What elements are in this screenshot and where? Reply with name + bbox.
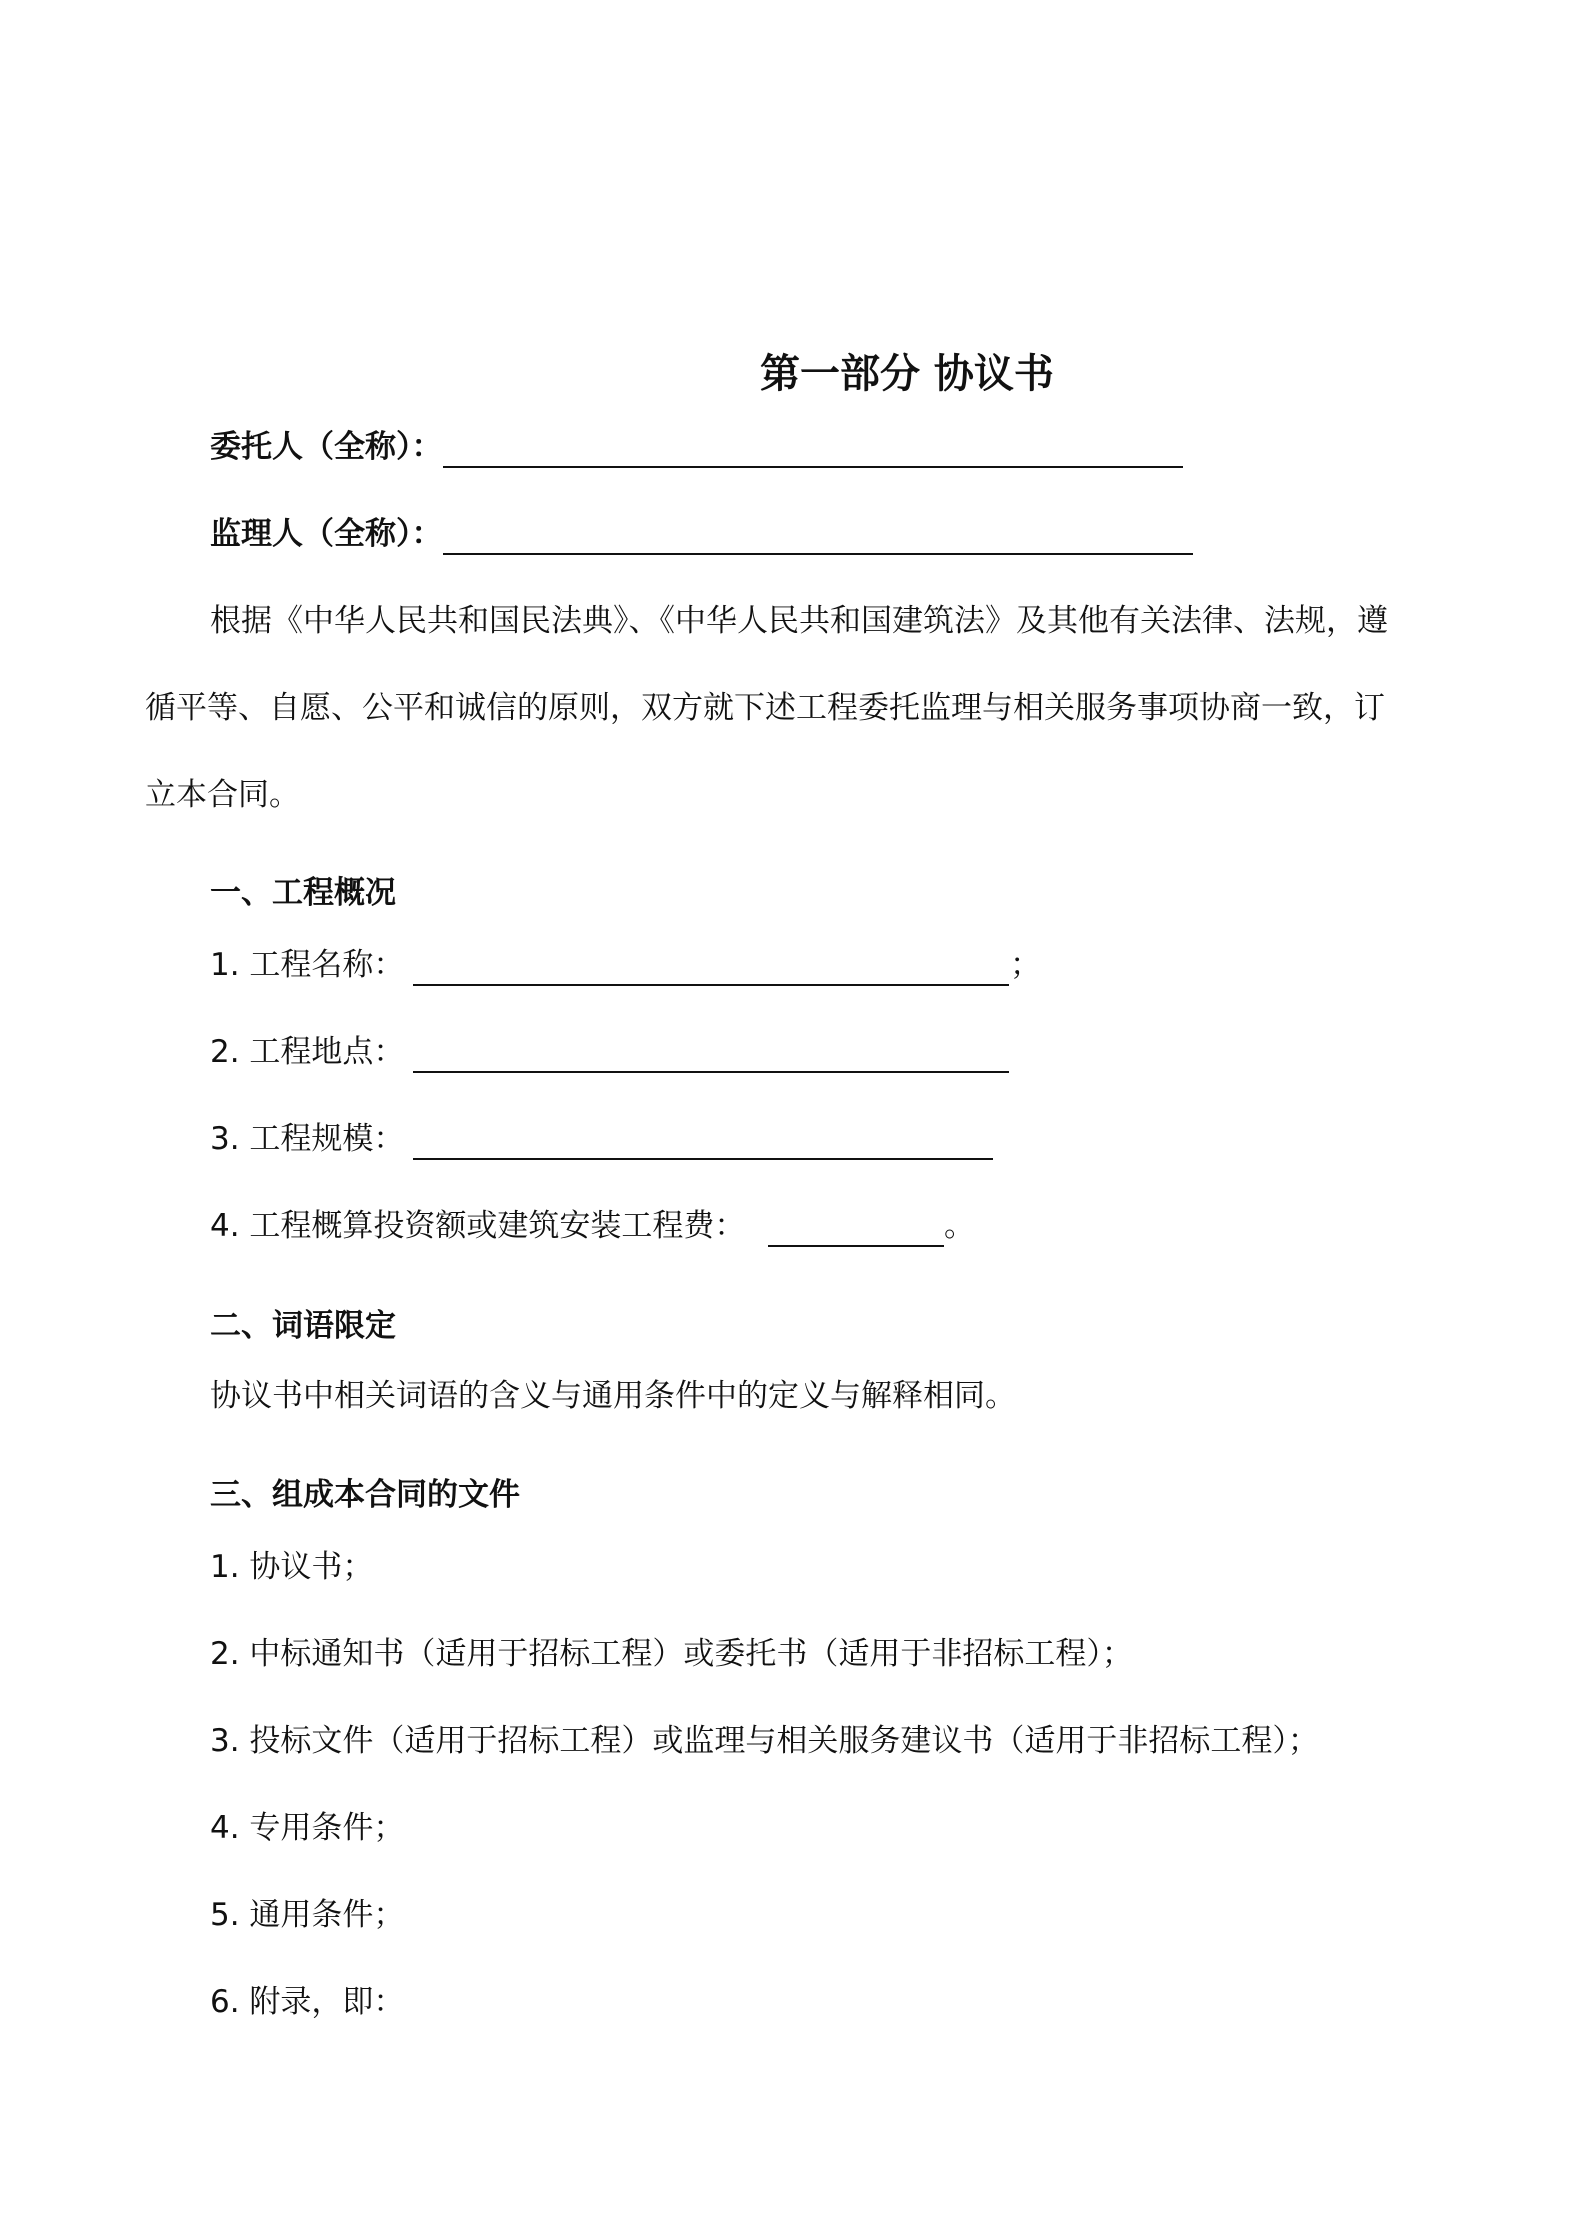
document-item: 3. 投标文件（适用于招标工程）或监理与相关服务建议书（适用于非招标工程）；: [210, 1723, 1319, 1759]
section-3-heading: 三、组成本合同的文件: [210, 1477, 520, 1513]
project-name-suffix: ；: [1010, 947, 1041, 983]
preamble-line-1: 根据《中华人民共和国民法典》、《中华人民共和国建筑法》及其他有关法律、法规，遵: [210, 603, 1388, 639]
preamble-line-2: 循平等、自愿、公平和诚信的原则，双方就下述工程委托监理与相关服务事项协商一致，订: [145, 690, 1385, 726]
section-1-heading: 一、工程概况: [210, 875, 396, 911]
client-name-blank[interactable]: [443, 466, 1183, 468]
investment-blank[interactable]: [768, 1245, 944, 1247]
document-item: 2. 中标通知书（适用于招标工程）或委托书（适用于非招标工程）；: [210, 1636, 1133, 1672]
section-2-heading: 二、词语限定: [210, 1308, 396, 1344]
section-2-text: 协议书中相关词语的含义与通用条件中的定义与解释相同。: [210, 1378, 1016, 1414]
page-title: 第一部分 协议书: [760, 351, 1054, 397]
project-scale-blank[interactable]: [413, 1158, 993, 1160]
preamble-line-3: 立本合同。: [145, 777, 300, 813]
document-item: 5. 通用条件；: [210, 1897, 405, 1933]
project-name-label: 1. 工程名称：: [210, 947, 405, 983]
investment-suffix: 。: [944, 1208, 975, 1244]
investment-label: 4. 工程概算投资额或建筑安装工程费：: [210, 1208, 746, 1244]
document-item: 4. 专用条件；: [210, 1810, 405, 1846]
project-name-blank[interactable]: [413, 984, 1009, 986]
project-scale-label: 3. 工程规模：: [210, 1121, 405, 1157]
document-item: 1. 协议书；: [210, 1549, 374, 1585]
supervisor-label: 监理人（全称）：: [210, 516, 443, 552]
document-item: 6. 附录，即：: [210, 1984, 405, 2020]
supervisor-name-blank[interactable]: [443, 553, 1193, 555]
project-location-blank[interactable]: [413, 1071, 1009, 1073]
project-location-label: 2. 工程地点：: [210, 1034, 405, 1070]
client-label: 委托人（全称）：: [210, 429, 443, 465]
